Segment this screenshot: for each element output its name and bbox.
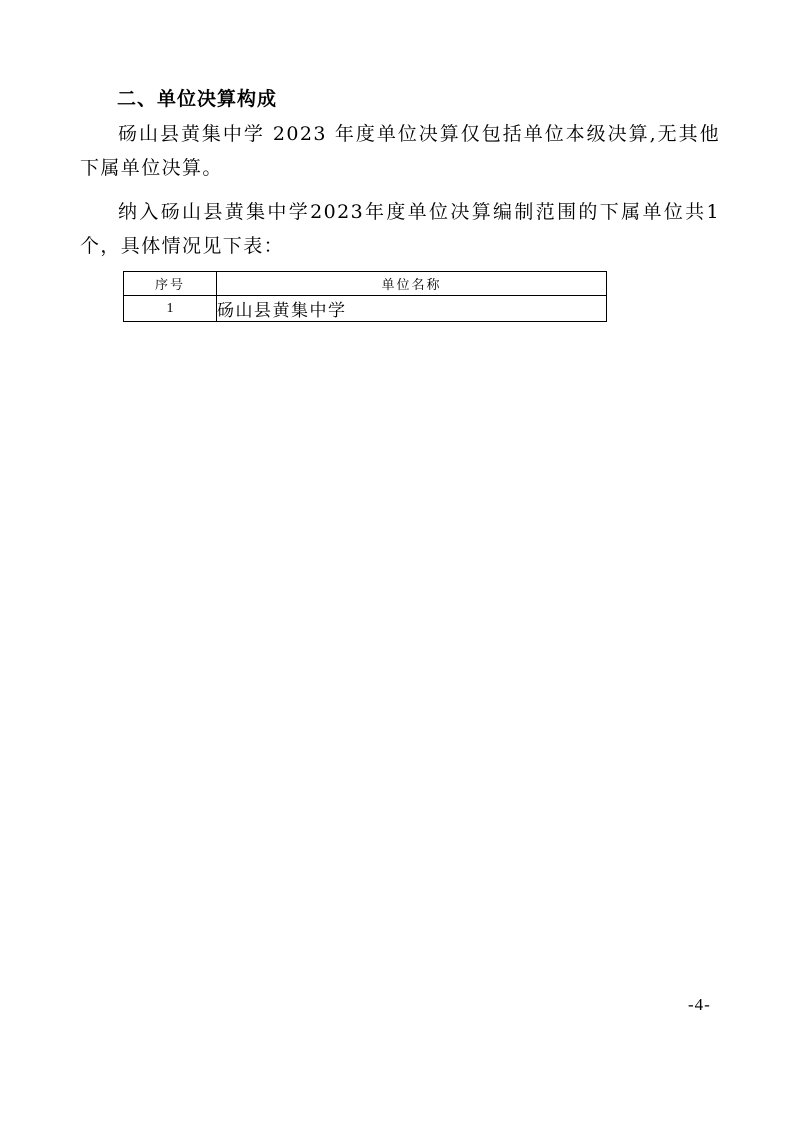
cell-serial-number: 1 [124,296,217,322]
paragraph-scope: 砀山县黄集中学 2023 年度单位决算仅包括单位本级决算,无其他下属单位决算。 [80,123,720,179]
paragraph-subordinate-units: 纳入砀山县黄集中学2023年度单位决算编制范围的下属单位共1个，具体情况见下表： [80,201,720,257]
section-heading: 二、单位决算构成 [117,88,278,110]
header-serial-number: 序号 [124,272,217,296]
cell-unit-name: 砀山县黄集中学 [217,296,607,322]
subordinate-units-table [123,271,607,322]
table-header-row [124,272,607,296]
table-row [124,296,607,322]
header-unit-name: 单位名称 [217,272,607,296]
page-number: -4- [688,995,711,1014]
